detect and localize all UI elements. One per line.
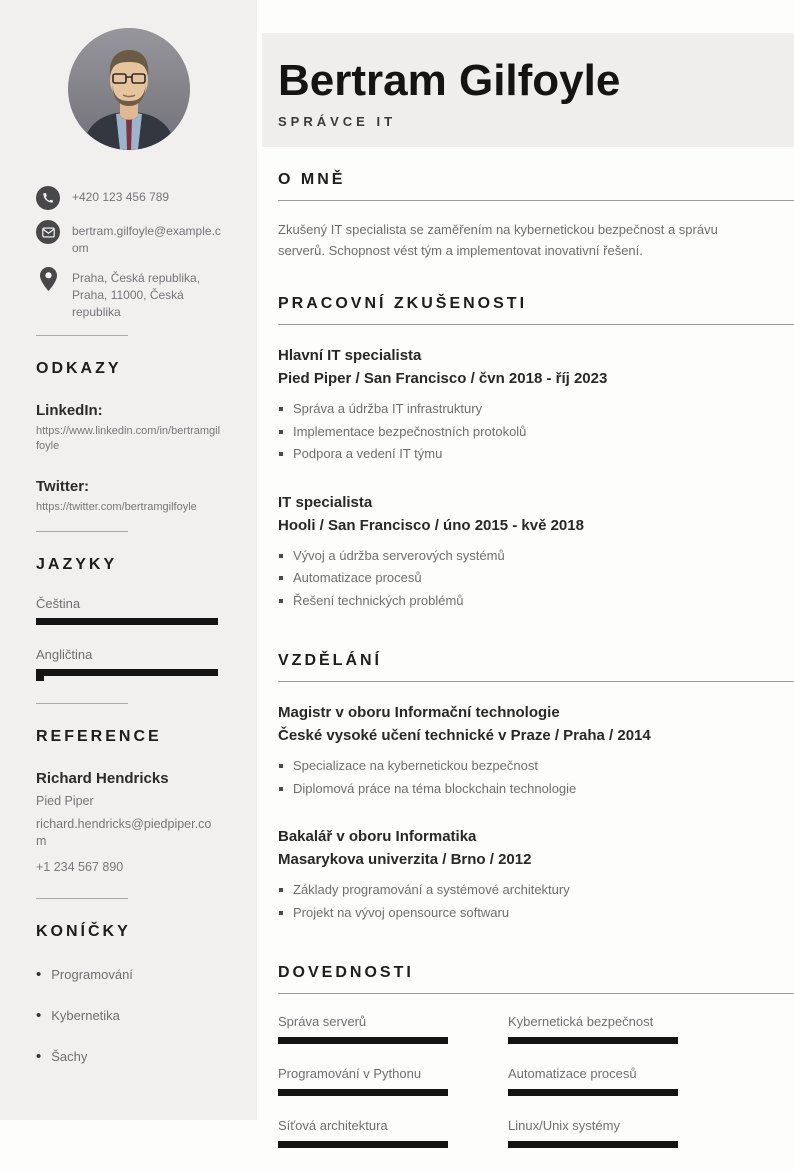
skill-item [508,1118,678,1148]
job-bullet: Vývoj a údržba serverových systémů [278,545,794,568]
twitter-label: Twitter: [36,478,90,495]
skill-level-bar [278,1141,448,1148]
phone-value[interactable]: +420 123 456 789 [72,190,170,204]
skill-name: Síťová architektura [278,1118,388,1133]
hobby-label: Programování [51,967,133,982]
job-bullet: Správa a údržba IT infrastruktury [278,398,794,421]
education-section [262,652,794,924]
reference-heading: REFERENCE [36,728,162,745]
job-bullet: Implementace bezpečnostních protokolů [278,421,794,444]
resume-header [262,33,794,147]
skills-heading: DOVEDNOSTI [278,964,414,981]
contact-section [36,186,221,321]
profile-photo [68,28,190,150]
section-rule [278,993,794,994]
job-entry [278,492,794,613]
degree-bullet: Základy programování a systémové architektury [278,879,794,902]
reference-email[interactable]: richard.hendricks@piedpiper.com [36,817,212,848]
degree-meta: České vysoké učení technické v Praze / Praha / 2014 [278,727,651,744]
job-bullet-list [278,398,794,466]
skill-name: Správa serverů [278,1014,367,1029]
contact-phone-row [36,186,221,210]
job-bullet: Automatizace procesů [278,567,794,590]
job-title: IT specialista [278,493,373,511]
phone-icon [36,186,60,210]
degree-bullet: Diplomová práce na téma blockchain technologie [278,778,794,801]
language-name: Čeština [36,596,81,611]
about-text: Zkušený IT specialista se zaměřením na kybernetickou bezpečnost a správu serverů. Schopnost vést tým a implementovat inovativní řešení. [278,222,718,258]
hobby-item [36,967,221,982]
degree-bullet: Specializace na kybernetickou bezpečnost [278,755,794,778]
profile-photo-illustration [68,28,190,150]
job-bullet: Řešení technických problémů [278,590,794,613]
skill-name: Kybernetická bezpečnost [508,1014,654,1029]
education-heading: VZDĚLÁNÍ [278,652,382,669]
experience-heading: PRACOVNÍ ZKUŠENOSTI [278,295,528,312]
language-level-bar [36,618,218,625]
link-item-twitter [36,478,221,515]
degree-title: Magistr v oboru Informační technologie [278,704,560,721]
skill-level-bar [278,1037,448,1044]
map-pin-icon [36,267,60,293]
sidebar-divider [36,703,128,704]
about-section [262,171,794,261]
skill-item [508,1066,678,1096]
degree-meta: Masarykova univerzita / Brno / 2012 [278,851,532,868]
language-name: Angličtina [36,647,93,662]
sidebar-divider [36,898,128,899]
job-title: Hlavní IT specialista [278,347,422,364]
language-level-bar [36,669,218,676]
school-entry [278,702,794,800]
skill-item [278,1118,448,1148]
links-heading: ODKAZY [36,360,122,377]
skill-name: Linux/Unix systémy [508,1118,620,1133]
contact-email-row [36,220,221,257]
language-item [36,596,221,625]
section-rule [278,200,794,201]
bullet-dot-icon: • [36,1007,42,1024]
link-item-linkedin [36,402,221,454]
degree-bullet-list [278,755,794,800]
reference-phone[interactable]: +1 234 567 890 [36,860,124,874]
person-job-title: SPRÁVCE IT [278,114,397,129]
experience-section [262,295,794,612]
email-value[interactable]: bertram.gilfoyle@example.com [72,224,221,255]
skill-item [278,1014,448,1044]
sidebar-divider [36,335,128,336]
linkedin-url[interactable]: https://www.linkedin.com/in/bertramgilfoyle [36,425,221,452]
linkedin-label: LinkedIn: [36,402,103,419]
address-value: Praha, Česká republika, Praha, 11000, Česká republika [72,271,201,319]
about-heading: O MNĚ [278,171,346,188]
skill-level-bar [508,1089,678,1096]
skill-level-bar [508,1037,678,1044]
languages-heading: JAZYKY [36,556,118,573]
degree-title: Bakalář v oboru Informatika [278,828,477,845]
degree-bullet: Projekt na vývoj opensource softwaru [278,902,794,925]
reference-company: Pied Piper [36,794,94,808]
skill-item [278,1066,448,1096]
skill-name: Programování v Pythonu [278,1066,422,1081]
sidebar [0,0,257,1120]
hobbies-heading: KONÍČKY [36,923,131,940]
skill-item [508,1014,678,1044]
job-meta: Pied Piper / San Francisco / čvn 2018 - říj 2023 [278,370,608,387]
person-name: Bertram Gilfoyle [278,56,621,105]
hobby-label: Kybernetika [51,1008,120,1023]
section-rule [278,681,794,682]
envelope-icon [36,220,60,244]
skill-name: Automatizace procesů [508,1066,637,1081]
hobby-item [36,1008,221,1023]
job-entry [278,345,794,466]
sidebar-divider [36,531,128,532]
skill-level-bar [278,1089,448,1096]
hobby-item [36,1049,221,1064]
twitter-url[interactable]: https://twitter.com/bertramgilfoyle [36,501,197,513]
skills-section [262,964,794,1170]
section-rule [278,324,794,325]
job-bullet-list [278,545,794,613]
skill-level-bar [508,1141,678,1148]
language-level-bar-stub [36,676,44,681]
bullet-dot-icon: • [36,966,42,983]
job-bullet: Podpora a vedení IT týmu [278,443,794,466]
main-column [262,0,794,1133]
contact-address-row [36,267,221,321]
reference-name: Richard Hendricks [36,770,169,787]
hobby-label: Šachy [51,1049,88,1064]
school-entry [278,826,794,924]
bullet-dot-icon: • [36,1048,42,1065]
language-item [36,647,221,681]
skills-grid [278,1014,794,1170]
job-meta: Hooli / San Francisco / úno 2015 - kvě 2018 [278,516,584,534]
degree-bullet-list [278,879,794,924]
